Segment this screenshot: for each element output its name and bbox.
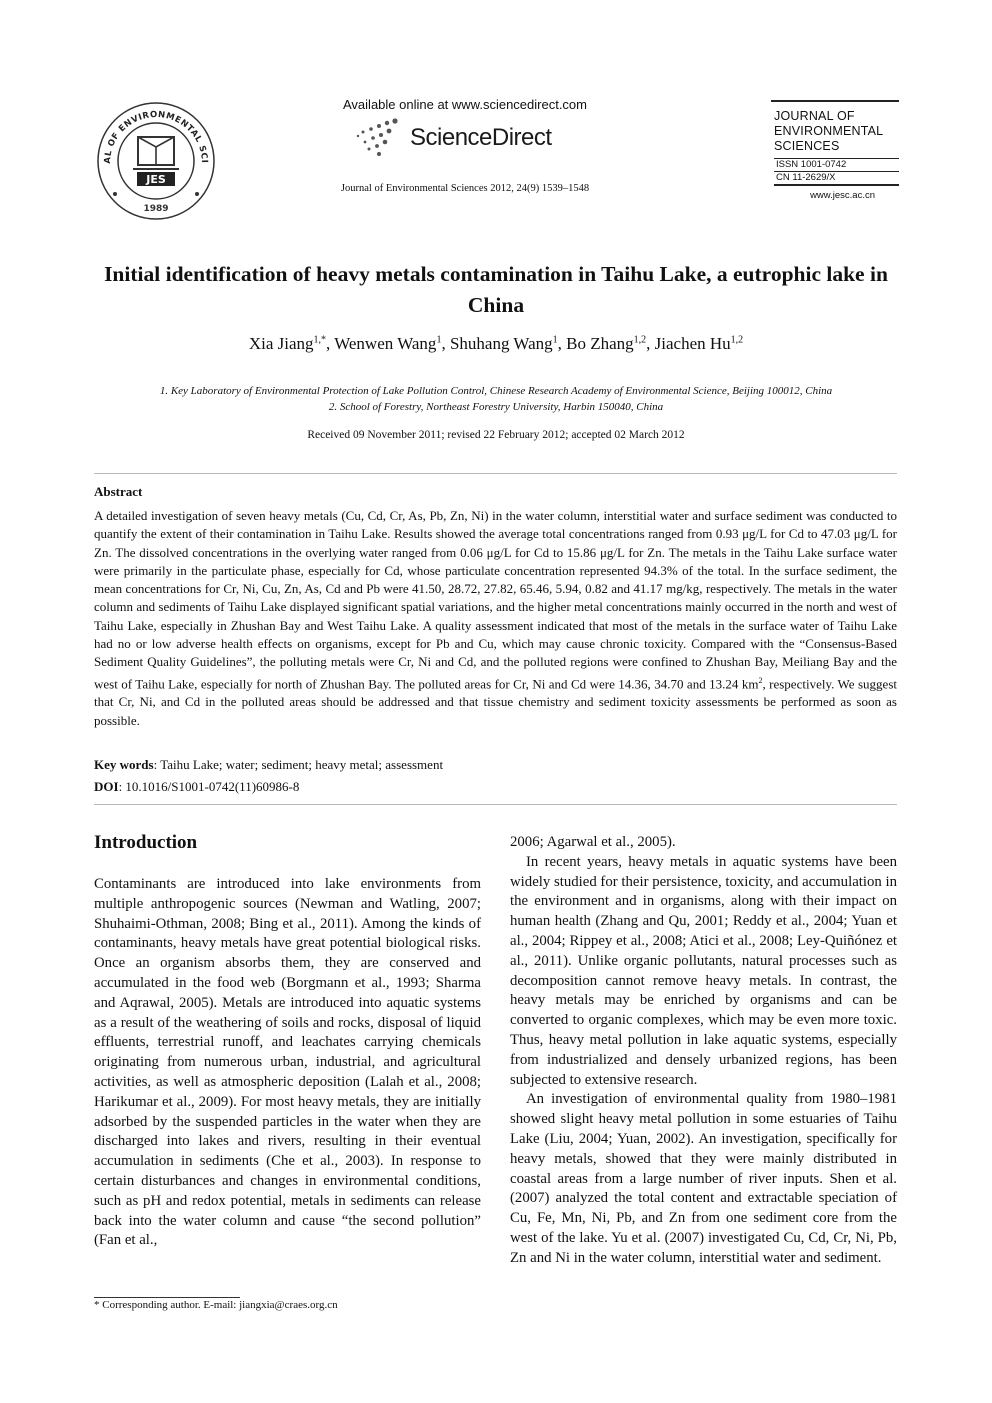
paragraph: Contaminants are introduced into lake environments from multiple anthropogenic sources (Newman and Watling, 2007; Shuhaimi-Othman, 2008; Bing et al., 2011). Among the kinds of contaminants, heavy metals have great potential biological risks. Once an organism absorbs them, they are conserved and accumulated in the food web (Borgmann et al., 1993; Sharma and Aqrawal, 2005). Metals are introduced into aquatic systems as a result of the weathering of soils and rocks, disposal of liquid effluents, terrestrial runoff, and leachates carrying chemicals originating from numerous urban, industrial, and agricultural activities, as well as atmospheric deposition (Lalah et al., 2008; Harikumar et al., 2009). For most heavy metals, they are initially adsorbed by the suspended particles in the water when they are discharged into lakes and rivers, resulting in their eventual accumulation in sediments (Che et al., 2003). In response to certain disturbances and changes in environmental conditions, such as pH and redox potential, metals in sediments can release back into the water column and cause “the second pollution” (Fan et al., [94,876,481,1249]
author-name[interactable]: Bo Zhang [566,334,634,353]
abstract-heading: Abstract [94,484,143,499]
author-affil-mark: 1 [436,334,442,346]
divider [94,473,897,474]
issn: ISSN 1001-0742 [776,159,847,170]
divider [774,184,899,186]
paragraph: An investigation of environmental quality from 1980–1981 showed slight heavy metal pollution in some estuaries of Taihu Lake (Liu, 2004; Yuan, 2002). An investigation, specifically for heavy metals, showed that they were mainly distributed in coastal areas from a large number of river inputs. Shen et al. (2007) analyzed the total content and extractable speciation of Cu, Fe, Mn, Ni, Pb, and Zn from one sediment core from the west of the lake. Yu et al. (2007) investigated Cu, Cd, Cr, Ni, Pb, Zn and Ni in the water column, interstitial water and sediment. [510,1091,897,1266]
paragraph: In recent years, heavy metals in aquatic systems have been widely studied for their persistence, toxicity, and accumulation in the environment and in organisms, along with their impact on human health (Zhang and Qu, 2001; Reddy et al., 2004; Yuan et al., 2004; Rippey et al., 2008; Atici et al., 2008; Ley-Quiñónez et al., 2011). Unlike organic pollutants, natural processes such as decomposition cannot remove heavy metals. In contrast, the heavy metals may be enriched by organisms and can be converted to organic complexes, which may be even more toxic. Thus, heavy metal pollution in lake aquatic systems, especially from industrialized and densely urbanized regions, has been subjected to extensive research. [510,853,897,1088]
author-affil-mark: 1,2 [633,334,647,346]
svg-text:JES: JES [146,173,166,186]
paragraph: 2006; Agarwal et al., 2005). [510,834,676,850]
sciencedirect-dots-icon [355,118,405,158]
author-list: Xia Jiang$^{1,*}$, Wenwen Wang$^1$, Shuhang Wang$^1$, Bo Zhang$^{1,2}$, Jiachen Hu$^{1,2}$ [248,334,744,353]
author-affil-mark: 1 [552,334,558,346]
doi[interactable]: DOI: 10.1016/S1001-0742(11)60986-8 [94,779,300,794]
affiliation-1: 1. Key Laboratory of Environmental Protection of Lake Pollution Control, Chinese Research Academy of Environmental Science, Beijing 100012, China [159,385,833,397]
cn-number: CN 11-2629/X [776,172,836,183]
journal-website-link[interactable]: www.jesc.ac.cn [810,190,875,201]
journal-info-box [771,100,899,201]
affiliations [90,383,902,415]
journal-box-top-rule [771,100,899,102]
left-column [94,875,481,1251]
journal-logo [93,99,219,221]
author-affil-mark: 1,2 [730,334,744,346]
section-heading-introduction: Introduction [94,832,198,853]
svg-text:1989: 1989 [143,204,169,214]
svg-text:JOURNAL OF ENVIRONMENTAL SCIEN: AL OF ENVIRONMENTAL SCI [102,109,210,164]
journal-citation: Journal of Environmental Sciences 2012, 24(9) 1539–1548 [340,183,590,194]
abstract-text: A detailed investigation of seven heavy metals (Cu, Cd, Cr, As, Pb, Zn, Ni) in the water column, interstitial water and surface sediment was conducted to quantify the extent of their contamination in Taihu Lake. Results showed the average total concentrations ranged from 0.93 μg/L for Cd to 47.03 μg/L for Zn. The dissolved concentrations in the overlying water ranged from 0.06 μg/L for Cd to 15.86 μg/L for Zn. The metals in the Taihu Lake surface water were primarily in the particulate phase, especially for Cd, whose particulate concentration represented 94.3% of the total. In the surface sediment, the mean concentrations for Cr, Ni, Cu, Zn, As, Cd and Pb were 41.50, 28.72, 27.82, 65.46, 5.94, 0.82 and 41.17 mg/kg, respectively. The metals in the water column and sediments of Taihu Lake displayed significant spatial variations, and the higher metal concentrations mainly occurred in the north and west of Taihu Lake, especially in Zhushan Bay and West Taihu Lake. A quality assessment indicated that most of the metals in the surface water of Taihu Lake had no or low adverse health effects on organisms, except for Pb and Cu, which may cause chronic toxicity. Compared with the “Consensus-Based Sediment Quality Guidelines”, the polluting metals were Cr, Ni and Cd, and the polluted regions were confined to Zhushan Bay, Meiliang Bay and the west of Taihu Lake, especially for north of Zhushan Bay. The polluted areas for Cr, Ni and Cd were 14.36, 34.70 and 13.24 $km^2$, respectively. We suggest that Cr, Ni, and Cd in the polluted areas should be addressed and that tissue chemistry and sediment toxicity assessments be performed as soon as possible. [94,508,897,728]
author-name[interactable]: Wenwen Wang [334,334,437,353]
footnote-rule [94,1297,240,1298]
corresponding-author-footnote: * Corresponding author. E-mail: jiangxia@craes.org.cn [94,1299,338,1311]
author-name[interactable]: Xia Jiang [248,334,314,353]
article-title: Initial identification of heavy metals contamination in Taihu Lake, a eutrophic lake in China [104,262,888,317]
available-online-text[interactable]: Available online at www.sciencedirect.com [343,97,587,112]
journal-name: JOURNAL OF ENVIRONMENTAL SCIENCES [774,109,884,153]
author-affil-mark: 1,* [313,334,326,346]
received-dates: Received 09 November 2011; revised 22 February 2012; accepted 02 March 2012 [307,429,685,441]
affiliation-2: 2. School of Forestry, Northeast Forestry University, Harbin 150040, China [328,401,664,413]
author-name[interactable]: Shuhang Wang [449,334,553,353]
divider [94,804,897,805]
keywords: Key words: Taihu Lake; water; sediment; heavy metal; assessment [94,757,444,772]
right-column [510,833,897,1269]
sciencedirect-wordmark[interactable]: ScienceDirect [410,124,552,151]
author-name[interactable]: Jiachen Hu [654,334,731,353]
